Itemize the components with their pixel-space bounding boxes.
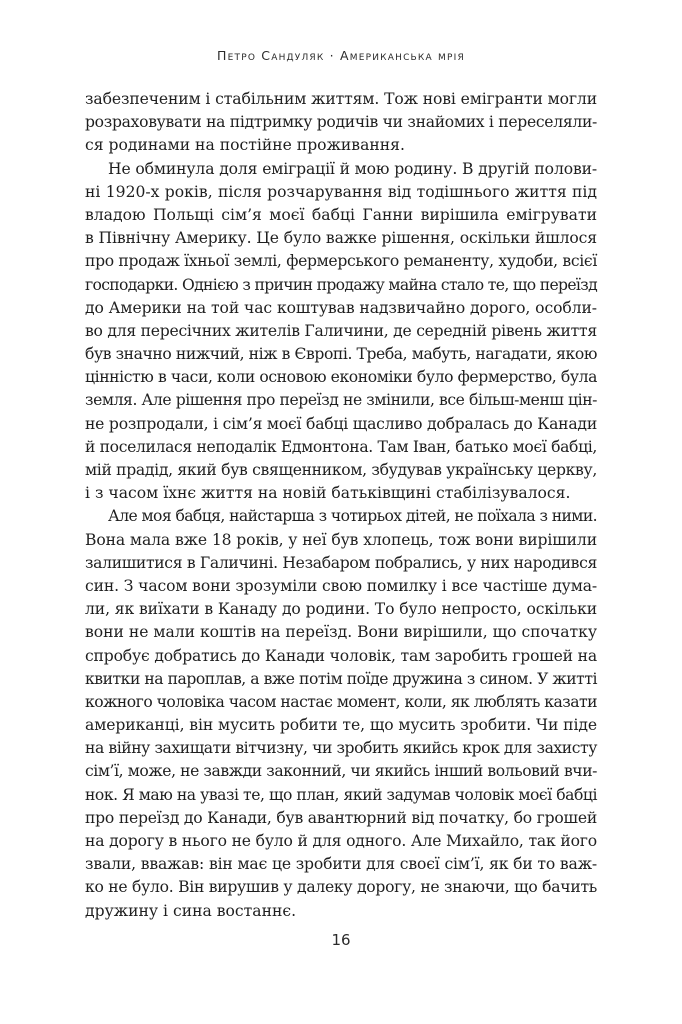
text-line: дружину і сина востаннє. — [85, 901, 297, 920]
running-head: Петро Сандуляк · Американська мрія — [217, 48, 465, 63]
text-line: Вона мала вже 18 років, у неї був хлопець, тож вони вирішили — [85, 530, 597, 549]
text-line: й поселилася неподалік Едмонтона. Там Іван, батько моєї бабці, — [85, 437, 597, 456]
paragraph — [85, 158, 597, 506]
text-line: син. З часом вони зрозуміли свою помилку і все частіше дума- — [85, 576, 597, 595]
text-line: ко не було. Він вирушив у далеку дорогу, не знаючи, що бачить — [85, 878, 597, 897]
text-line: про продаж їхньої землі, фермерського реманенту, худоби, всієї — [85, 252, 597, 271]
text-line: земля. Але рішення про переїзд не змінили, все більш-менш цін- — [85, 391, 597, 410]
text-line: цінністю в часи, коли основою економіки було фермерство, була — [85, 368, 597, 387]
text-line: на війну захищати вітчизну, чи зробить якийсь крок для захисту — [85, 739, 597, 758]
text-line: господарки. Однією з причин продажу майна стало те, що переїзд — [85, 275, 597, 294]
text-line: забезпеченим і стабільним життям. Тож нові емігранти могли — [85, 90, 597, 108]
text-line: нок. Я маю на увазі те, що план, який задумав чоловік моєї бабці — [85, 785, 597, 804]
text-line: ли, як виїхати в Канаду до родини. То було непросто, оскільки — [85, 600, 597, 619]
text-line: кожного чоловіка часом настає момент, коли, як люблять казати — [85, 692, 597, 711]
text-line: Не обминула доля еміграції й мою родину. В другій полови- — [108, 159, 597, 178]
text-line: і з часом їхнє життя на новій батьківщині стабілізувалося. — [85, 484, 571, 503]
text-line: мій прадід, який був священником, збудував українську церкву, — [85, 461, 597, 479]
text-line: ся родинами на постійне проживання. — [85, 136, 405, 155]
text-line: ні 1920-х років, після розчарування від тодішнього життя під — [85, 182, 597, 201]
text-line: вони не мали коштів на переїзд. Вони вирішили, що спочатку — [85, 623, 597, 642]
text-line: во для пересічних жителів Галичини, де середній рівень життя — [85, 321, 597, 340]
text-line: Але моя бабця, найстарша з чотирьох дітей, не поїхала з ними. — [108, 507, 597, 526]
text-line: на дорогу в нього не було й для одного. Але Михайло, так його — [85, 832, 597, 850]
text-line: владою Польщі сім’я моєї бабці Ганни вирішила емігрувати — [85, 205, 597, 224]
text-line: до Америки на той час коштував надзвичайно дорого, особли- — [85, 298, 597, 317]
text-line: сім’ї, може, не завжди законний, чи якийсь інший вольовий вчи- — [85, 762, 597, 781]
text-line: був значно нижчий, ніж в Європі. Треба, мабуть, нагадати, якою — [85, 345, 597, 364]
text-line: в Північну Америку. Це було важке рішення, оскільки йшлося — [85, 229, 597, 248]
text-line: спробує добратись до Канади чоловік, там заробить грошей на — [85, 646, 597, 665]
text-line: американці, він мусить робити те, що мусить зробити. Чи піде — [85, 716, 597, 735]
body-text — [85, 88, 597, 923]
paragraph — [85, 505, 597, 922]
text-line: про переїзд до Канади, був авантюрний від початку, бо грошей — [85, 808, 597, 827]
text-line: звали, вважав: він має це зробити для своєї сім’ї, як би то важ- — [85, 855, 597, 874]
text-line: залишитися в Галичині. Незабаром побрались, у них народився — [85, 553, 597, 572]
text-line: не розпродали, і сім’я моєї бабці щасливо добралась до Канади — [85, 414, 597, 433]
paragraph — [85, 88, 597, 158]
text-line: розраховувати на підтримку родичів чи знайомих і переселяли- — [85, 113, 597, 132]
text-line: квитки на пароплав, а вже потім поїде дружина з сином. У житті — [85, 669, 598, 688]
page-number: 16 — [331, 931, 351, 949]
